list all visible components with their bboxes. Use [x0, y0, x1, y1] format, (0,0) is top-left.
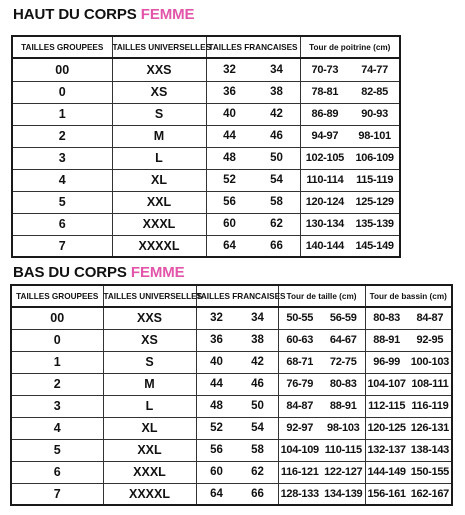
bust-measure-second: 106-109: [355, 152, 394, 164]
waist-measure-first: 104-109: [280, 444, 319, 456]
french-size-second: 42: [270, 108, 283, 120]
group-size: 2: [12, 125, 112, 147]
table-row: [12, 81, 400, 103]
waist-measure-second: 64-67: [329, 334, 357, 346]
french-size-cell: [196, 351, 278, 373]
french-size-cell: [196, 329, 278, 351]
french-size-second: 58: [251, 444, 264, 456]
header-tailles-francaises: TAILLES FRANCAISES: [206, 36, 300, 58]
waist-measure-first: 50-55: [286, 312, 314, 325]
header-tailles-francaises: TAILLES FRANCAISES: [196, 285, 278, 307]
universal-size: XS: [103, 329, 196, 351]
french-size-cell: [206, 169, 300, 191]
french-size-second: 46: [270, 130, 283, 142]
header-tailles-universelles: TAILLES UNIVERSELLES: [103, 285, 196, 307]
french-size-second: 34: [270, 63, 283, 76]
universal-size: XL: [112, 169, 206, 191]
bust-measure-cell: [300, 235, 400, 257]
header-tailles-universelles: TAILLES UNIVERSELLES: [112, 36, 206, 58]
hip-measure-second: 84-87: [416, 312, 444, 325]
table-row: [12, 213, 400, 235]
french-size-cell: [206, 58, 300, 81]
french-size-first: 60: [223, 218, 236, 230]
group-size: 1: [12, 103, 112, 125]
table-row: [11, 483, 452, 505]
upper-body-title-main: HAUT DU CORPS: [13, 6, 137, 23]
bust-measure-first: 120-124: [305, 196, 345, 208]
french-size-first: 52: [210, 422, 223, 434]
french-size-first: 48: [210, 400, 223, 412]
waist-measure-cell: [278, 395, 365, 417]
header-tailles-groupees: TAILLES GROUPEES: [11, 285, 103, 307]
hip-measure-second: 126-131: [410, 422, 450, 434]
waist-measure-first: 128-133: [280, 487, 319, 500]
bust-measure-first: 110-114: [306, 174, 344, 186]
bust-measure-first: 78-81: [311, 86, 339, 98]
header-tailles-groupees: TAILLES GROUPEES: [12, 36, 112, 58]
french-size-cell: [196, 307, 278, 329]
table-header-row: [12, 36, 400, 58]
french-size-second: 54: [270, 174, 283, 186]
waist-measure-cell: [278, 461, 365, 483]
universal-size: XXXXL: [103, 483, 196, 505]
french-size-first: 48: [223, 152, 236, 164]
universal-size: L: [112, 147, 206, 169]
upper-body-title: [13, 6, 194, 23]
group-size: 5: [12, 191, 112, 213]
group-size: 00: [12, 58, 112, 81]
table-row: [12, 147, 400, 169]
waist-measure-cell: [278, 439, 365, 461]
bust-measure-second: 125-129: [355, 196, 394, 208]
french-size-second: 42: [251, 356, 264, 368]
waist-measure-second: 98-103: [327, 422, 360, 434]
waist-measure-first: 76-79: [286, 378, 314, 390]
french-size-cell: [196, 417, 278, 439]
universal-size: XXL: [103, 439, 196, 461]
hip-measure-first: 156-161: [367, 487, 406, 500]
table-row: [12, 169, 400, 191]
upper-body-size-table: [11, 35, 401, 258]
waist-measure-second: 122-127: [324, 466, 363, 478]
upper-body-title-accent: FEMME: [140, 6, 195, 23]
table-row: [12, 58, 400, 81]
universal-size: XXXL: [103, 461, 196, 483]
hip-measure-first: 96-99: [373, 356, 400, 368]
hip-measure-cell: [365, 351, 452, 373]
french-size-first: 44: [210, 378, 223, 390]
waist-measure-cell: [278, 417, 365, 439]
bust-measure-cell: [300, 213, 400, 235]
waist-measure-cell: [278, 351, 365, 373]
french-size-cell: [206, 191, 300, 213]
bust-measure-second: 90-93: [361, 108, 388, 120]
bust-measure-cell: [300, 191, 400, 213]
hip-measure-first: 112-115: [368, 400, 406, 412]
hip-measure-first: 104-107: [367, 378, 406, 390]
lower-body-title-main: BAS DU CORPS: [13, 264, 127, 281]
french-size-cell: [206, 235, 300, 257]
hip-measure-first: 144-149: [367, 466, 406, 478]
hip-measure-second: 162-167: [410, 487, 450, 500]
bust-measure-cell: [300, 147, 400, 169]
group-size: 6: [12, 213, 112, 235]
table-row: [11, 395, 452, 417]
hip-measure-cell: [365, 307, 452, 329]
hip-measure-first: 120-125: [367, 422, 406, 434]
french-size-cell: [206, 213, 300, 235]
lower-body-title-accent: FEMME: [130, 264, 185, 281]
french-size-second: 62: [251, 466, 264, 478]
bust-measure-cell: [300, 103, 400, 125]
bust-measure-first: 94-97: [311, 130, 339, 142]
universal-size: M: [112, 125, 206, 147]
hip-measure-first: 80-83: [373, 312, 400, 325]
bust-measure-first: 86-89: [311, 108, 339, 120]
header-tour-de-taille: Tour de taille (cm): [278, 285, 365, 307]
french-size-second: 66: [270, 239, 283, 252]
waist-measure-second: 134-139: [324, 487, 363, 500]
hip-measure-cell: [365, 417, 452, 439]
french-size-first: 56: [223, 196, 236, 208]
universal-size: XXXXL: [112, 235, 206, 257]
french-size-second: 58: [270, 196, 283, 208]
group-size: 6: [11, 461, 103, 483]
waist-measure-cell: [278, 483, 365, 505]
french-size-cell: [206, 125, 300, 147]
hip-measure-cell: [365, 329, 452, 351]
group-size: 4: [12, 169, 112, 191]
bust-measure-second: 145-149: [355, 239, 394, 252]
bust-measure-cell: [300, 58, 400, 81]
hip-measure-cell: [365, 461, 452, 483]
universal-size: S: [112, 103, 206, 125]
french-size-first: 40: [210, 356, 223, 368]
group-size: 3: [12, 147, 112, 169]
hip-measure-second: 150-155: [410, 466, 450, 478]
waist-measure-second: 110-115: [324, 444, 362, 456]
waist-measure-first: 116-121: [280, 466, 319, 478]
french-size-cell: [206, 103, 300, 125]
bust-measure-second: 82-85: [361, 86, 388, 98]
french-size-second: 38: [270, 86, 283, 98]
group-size: 00: [11, 307, 103, 329]
hip-measure-first: 132-137: [367, 444, 406, 456]
table-row: [11, 307, 452, 329]
french-size-second: 50: [251, 400, 264, 412]
hip-measure-cell: [365, 395, 452, 417]
universal-size: S: [103, 351, 196, 373]
universal-size: XS: [112, 81, 206, 103]
universal-size: XXL: [112, 191, 206, 213]
french-size-cell: [206, 81, 300, 103]
waist-measure-second: 56-59: [329, 312, 357, 325]
hip-measure-cell: [365, 373, 452, 395]
french-size-first: 56: [210, 444, 223, 456]
universal-size: L: [103, 395, 196, 417]
french-size-first: 44: [223, 130, 236, 142]
group-size: 2: [11, 373, 103, 395]
universal-size: XXS: [103, 307, 196, 329]
french-size-first: 64: [223, 239, 236, 252]
waist-measure-cell: [278, 307, 365, 329]
french-size-second: 62: [270, 218, 283, 230]
table-row: [12, 191, 400, 213]
universal-size: XXXL: [112, 213, 206, 235]
table-header-row: [11, 285, 452, 307]
bust-measure-cell: [300, 169, 400, 191]
hip-measure-cell: [365, 439, 452, 461]
group-size: 3: [11, 395, 103, 417]
waist-measure-first: 68-71: [286, 356, 314, 368]
header-tour-de-bassin: Tour de bassin (cm): [365, 285, 452, 307]
table-row: [11, 439, 452, 461]
bust-measure-first: 130-134: [305, 218, 345, 230]
header-tour-de-poitrine: Tour de poitrine (cm): [300, 36, 400, 58]
table-row: [11, 351, 452, 373]
french-size-second: 66: [251, 487, 264, 500]
table-row: [12, 125, 400, 147]
bust-measure-first: 140-144: [305, 239, 345, 252]
french-size-second: 50: [270, 152, 283, 164]
french-size-cell: [196, 483, 278, 505]
lower-body-size-table: [10, 284, 453, 506]
table-row: [11, 329, 452, 351]
french-size-first: 64: [210, 487, 223, 500]
waist-measure-cell: [278, 329, 365, 351]
french-size-cell: [196, 461, 278, 483]
bust-measure-second: 98-101: [358, 130, 391, 142]
french-size-second: 34: [251, 312, 264, 325]
french-size-first: 52: [223, 174, 236, 186]
waist-measure-first: 84-87: [286, 400, 314, 412]
group-size: 1: [11, 351, 103, 373]
table-row: [11, 373, 452, 395]
universal-size: XL: [103, 417, 196, 439]
bust-measure-cell: [300, 125, 400, 147]
lower-body-title: [13, 264, 185, 281]
group-size: 0: [12, 81, 112, 103]
bust-measure-second: 74-77: [361, 63, 388, 76]
universal-size: XXS: [112, 58, 206, 81]
french-size-second: 46: [251, 378, 264, 390]
bust-measure-first: 102-105: [305, 152, 345, 164]
french-size-first: 32: [223, 63, 236, 76]
group-size: 0: [11, 329, 103, 351]
bust-measure-first: 70-73: [311, 63, 339, 76]
bust-measure-second: 135-139: [355, 218, 394, 230]
hip-measure-second: 138-143: [410, 444, 450, 456]
waist-measure-second: 88-91: [329, 400, 357, 412]
group-size: 4: [11, 417, 103, 439]
french-size-second: 38: [251, 334, 264, 346]
french-size-first: 60: [210, 466, 223, 478]
french-size-first: 36: [210, 334, 223, 346]
french-size-first: 36: [223, 86, 236, 98]
waist-measure-first: 92-97: [286, 422, 314, 434]
hip-measure-cell: [365, 483, 452, 505]
french-size-first: 40: [223, 108, 236, 120]
hip-measure-second: 100-103: [410, 356, 450, 368]
universal-size: M: [103, 373, 196, 395]
waist-measure-second: 80-83: [329, 378, 357, 390]
hip-measure-second: 92-95: [416, 334, 444, 346]
bust-measure-second: 115-119: [356, 174, 394, 186]
waist-measure-second: 72-75: [329, 356, 357, 368]
french-size-cell: [196, 373, 278, 395]
bust-measure-cell: [300, 81, 400, 103]
hip-measure-second: 116-119: [411, 400, 449, 412]
french-size-second: 54: [251, 422, 264, 434]
hip-measure-first: 88-91: [373, 334, 400, 346]
waist-measure-first: 60-63: [286, 334, 314, 346]
french-size-first: 32: [210, 312, 223, 325]
group-size: 5: [11, 439, 103, 461]
group-size: 7: [12, 235, 112, 257]
waist-measure-cell: [278, 373, 365, 395]
table-row: [11, 461, 452, 483]
hip-measure-second: 108-111: [411, 378, 449, 390]
group-size: 7: [11, 483, 103, 505]
table-row: [11, 417, 452, 439]
french-size-cell: [206, 147, 300, 169]
table-row: [12, 235, 400, 257]
french-size-cell: [196, 395, 278, 417]
french-size-cell: [196, 439, 278, 461]
table-row: [12, 103, 400, 125]
